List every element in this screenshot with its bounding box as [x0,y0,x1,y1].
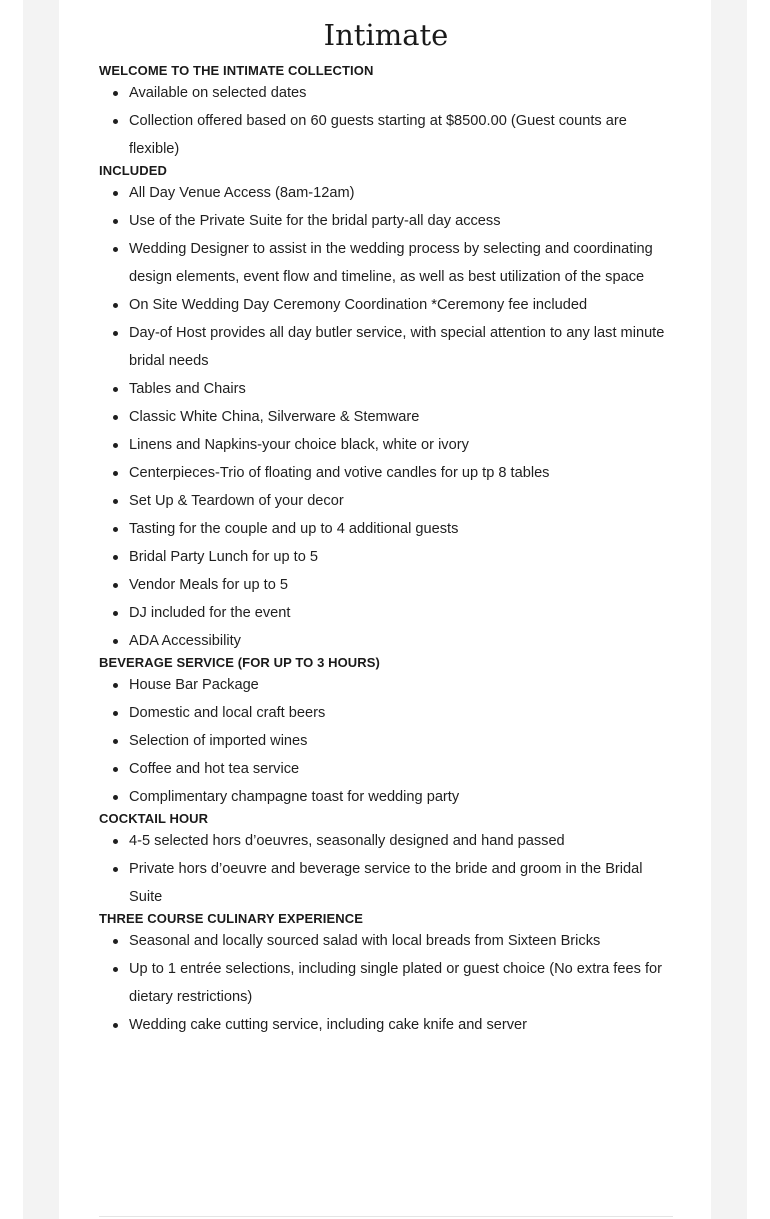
list-item: Use of the Private Suite for the bridal party-all day access [129,207,673,235]
list-item: Coffee and hot tea service [129,755,673,783]
section-included [99,163,673,655]
list-item: ADA Accessibility [129,627,673,655]
section-heading: COCKTAIL HOUR [99,811,209,826]
list-item: Tables and Chairs [129,375,673,403]
section-beverage-service [99,655,673,811]
section-welcome [99,63,673,163]
list-item: Seasonal and locally sourced salad with local breads from Sixteen Bricks [129,927,673,955]
section-list [99,927,673,1039]
list-item: Wedding cake cutting service, including cake knife and server [129,1011,673,1039]
section-heading: INCLUDED [99,163,167,178]
section-heading: BEVERAGE SERVICE (FOR UP TO 3 HOURS) [99,655,380,670]
list-item: Wedding Designer to assist in the wedding process by selecting and coordinating design elements, event flow and timeline, as well as best utilization of the space [129,235,673,291]
section-cocktail-hour [99,811,673,911]
list-item: 4-5 selected hors d’oeuvres, seasonally designed and hand passed [129,827,673,855]
list-item: Collection offered based on 60 guests starting at $8500.00 (Guest counts are flexible) [129,107,673,163]
package-details [99,0,673,1039]
page-title: Intimate [323,18,449,52]
list-item: House Bar Package [129,671,673,699]
list-item: Day-of Host provides all day butler service, with special attention to any last minute bridal needs [129,319,673,375]
section-list [99,827,673,911]
list-item: Centerpieces-Trio of floating and votive candles for up tp 8 tables [129,459,673,487]
list-item: Available on selected dates [129,79,673,107]
section-list [99,179,673,655]
list-item: Selection of imported wines [129,727,673,755]
list-item: Set Up & Teardown of your decor [129,487,673,515]
list-item: Tasting for the couple and up to 4 additional guests [129,515,673,543]
section-list [99,79,673,163]
divider [99,1216,673,1217]
list-item: On Site Wedding Day Ceremony Coordination *Ceremony fee included [129,291,673,319]
list-item: Bridal Party Lunch for up to 5 [129,543,673,571]
list-item: DJ included for the event [129,599,673,627]
list-item: Classic White China, Silverware & Stemware [129,403,673,431]
section-heading: WELCOME TO THE INTIMATE COLLECTION [99,63,374,78]
list-item: All Day Venue Access (8am-12am) [129,179,673,207]
list-item: Linens and Napkins-your choice black, white or ivory [129,431,673,459]
list-item: Private hors d’oeuvre and beverage service to the bride and groom in the Bridal Suite [129,855,673,911]
list-item: Complimentary champagne toast for wedding party [129,783,673,811]
section-heading: THREE COURSE CULINARY EXPERIENCE [99,911,363,926]
section-culinary-experience [99,911,673,1039]
list-item: Domestic and local craft beers [129,699,673,727]
list-item: Up to 1 entrée selections, including single plated or guest choice (No extra fees for dietary restrictions) [129,955,673,1011]
section-list [99,671,673,811]
list-item: Vendor Meals for up to 5 [129,571,673,599]
